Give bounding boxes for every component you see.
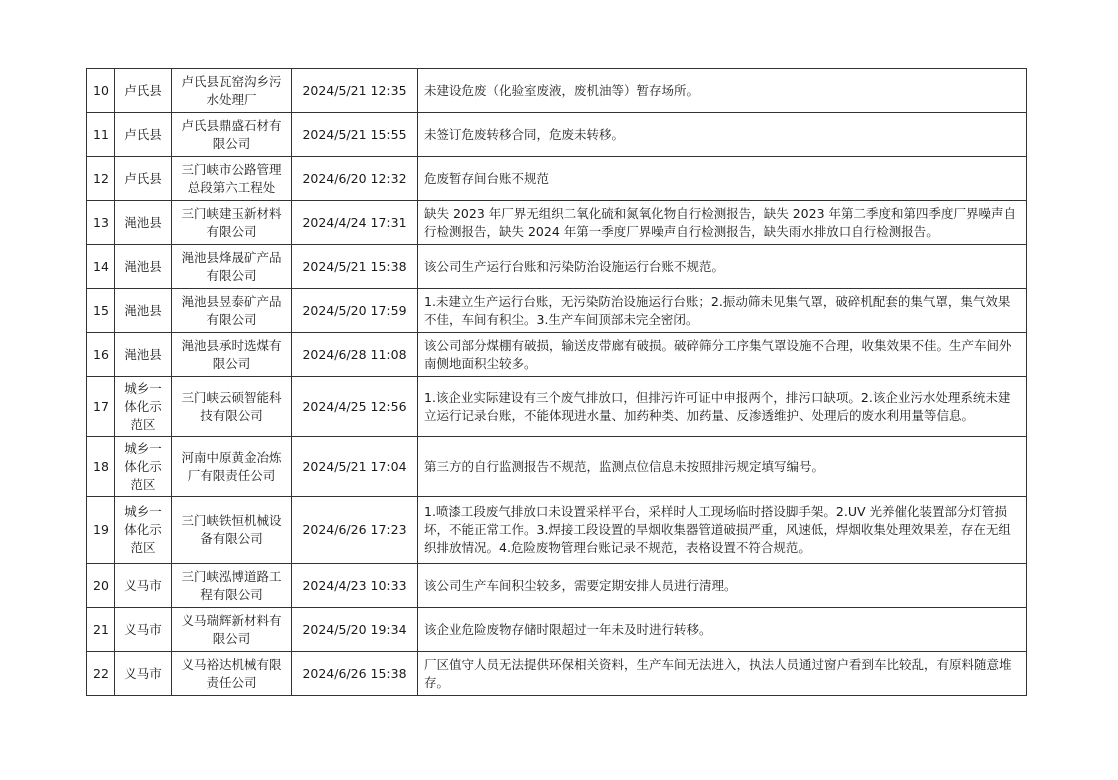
row-number: 15 (87, 289, 115, 333)
table-row (87, 157, 1027, 201)
company-cell: 三门峡建玉新材料有限公司 (172, 201, 292, 245)
county-cell: 城乡一体化示范区 (115, 377, 172, 437)
inspection-time-cell: 2024/5/21 17:04 (292, 437, 418, 497)
table-row (87, 377, 1027, 437)
inspection-time-cell: 2024/6/26 15:38 (292, 652, 418, 696)
table-row (87, 69, 1027, 113)
issue-cell: 该企业危险废物存储时限超过一年未及时进行转移。 (418, 608, 1027, 652)
company-cell: 三门峡市公路管理总段第六工程处 (172, 157, 292, 201)
table-row (87, 608, 1027, 652)
inspection-time-cell: 2024/5/21 15:38 (292, 245, 418, 289)
company-cell: 卢氏县瓦窑沟乡污水处理厂 (172, 69, 292, 113)
row-number: 10 (87, 69, 115, 113)
inspection-time-cell: 2024/6/20 12:32 (292, 157, 418, 201)
inspection-time-cell: 2024/6/26 17:23 (292, 497, 418, 564)
issue-cell: 未建设危废（化验室废液，废机油等）暂存场所。 (418, 69, 1027, 113)
table-row (87, 497, 1027, 564)
issue-cell: 危废暂存间台账不规范 (418, 157, 1027, 201)
company-cell: 卢氏县鼎盛石材有限公司 (172, 113, 292, 157)
company-cell: 三门峡泓博道路工程有限公司 (172, 564, 292, 608)
row-number: 11 (87, 113, 115, 157)
row-number: 14 (87, 245, 115, 289)
row-number: 20 (87, 564, 115, 608)
company-cell: 义马裕达机械有限责任公司 (172, 652, 292, 696)
inspection-time-cell: 2024/4/24 17:31 (292, 201, 418, 245)
issue-cell: 1.喷漆工段废气排放口未设置采样平台，采样时人工现场临时搭设脚手架。2.UV 光养催化装置部分灯管损坏，不能正常工作。3.焊接工段设置的旱烟收集器管道破损严重，风速低，焊烟收集处理效果差，存在无组织排放情况。4.危险废物管理台账记录不规范，表格设置不符合规范。 (418, 497, 1027, 564)
inspection-time-cell: 2024/5/21 15:55 (292, 113, 418, 157)
county-cell: 城乡一体化示范区 (115, 437, 172, 497)
issue-cell: 缺失 2023 年厂界无组织二氧化硫和氮氧化物自行检测报告，缺失 2023 年第二季度和第四季度厂界噪声自行检测报告，缺失 2024 年第一季度厂界噪声自行检测报告，缺失雨水排放口自行检测报告。 (418, 201, 1027, 245)
row-number: 16 (87, 333, 115, 377)
table-row (87, 652, 1027, 696)
inspection-time-cell: 2024/4/23 10:33 (292, 564, 418, 608)
company-cell: 义马瑞辉新材料有限公司 (172, 608, 292, 652)
county-cell: 渑池县 (115, 333, 172, 377)
county-cell: 渑池县 (115, 201, 172, 245)
company-cell: 三门峡云硕智能科技有限公司 (172, 377, 292, 437)
inspection-time-cell: 2024/6/28 11:08 (292, 333, 418, 377)
issue-cell: 厂区值守人员无法提供环保相关资料，生产车间无法进入，执法人员通过窗户看到车比较乱，有原料随意堆存。 (418, 652, 1027, 696)
inspection-time-cell: 2024/5/20 17:59 (292, 289, 418, 333)
county-cell: 渑池县 (115, 245, 172, 289)
county-cell: 卢氏县 (115, 113, 172, 157)
inspection-time-cell: 2024/4/25 12:56 (292, 377, 418, 437)
company-cell: 渑池县烽晟矿产品有限公司 (172, 245, 292, 289)
row-number: 21 (87, 608, 115, 652)
company-cell: 河南中原黄金冶炼厂有限责任公司 (172, 437, 292, 497)
issue-cell: 该公司生产车间积尘较多，需要定期安排人员进行清理。 (418, 564, 1027, 608)
issue-cell: 第三方的自行监测报告不规范，监测点位信息未按照排污规定填写编号。 (418, 437, 1027, 497)
table-row (87, 201, 1027, 245)
company-cell: 渑池县昱泰矿产品有限公司 (172, 289, 292, 333)
inspection-table (86, 68, 1027, 696)
table-row (87, 289, 1027, 333)
inspection-time-cell: 2024/5/20 19:34 (292, 608, 418, 652)
issue-cell: 该公司生产运行台账和污染防治设施运行台账不规范。 (418, 245, 1027, 289)
table-row (87, 437, 1027, 497)
issue-cell: 1.该企业实际建设有三个废气排放口，但排污许可证中申报两个，排污口缺项。2.该企业污水处理系统未建立运行记录台账，不能体现进水量、加药种类、加药量、反渗透维护、处理后的废水利用量等信息。 (418, 377, 1027, 437)
issue-cell: 1.未建立生产运行台账，无污染防治设施运行台账；2.振动筛未见集气罩，破碎机配套的集气罩，集气效果不佳，车间有积尘。3.生产车间顶部未完全密闭。 (418, 289, 1027, 333)
row-number: 17 (87, 377, 115, 437)
issue-cell: 该公司部分煤棚有破损，输送皮带廊有破损。破碎筛分工序集气罩设施不合理，收集效果不佳。生产车间外南侧地面积尘较多。 (418, 333, 1027, 377)
county-cell: 义马市 (115, 608, 172, 652)
table-row (87, 564, 1027, 608)
county-cell: 义马市 (115, 652, 172, 696)
row-number: 13 (87, 201, 115, 245)
row-number: 22 (87, 652, 115, 696)
row-number: 12 (87, 157, 115, 201)
inspection-time-cell: 2024/5/21 12:35 (292, 69, 418, 113)
county-cell: 义马市 (115, 564, 172, 608)
table-row (87, 113, 1027, 157)
county-cell: 卢氏县 (115, 69, 172, 113)
county-cell: 渑池县 (115, 289, 172, 333)
company-cell: 渑池县承时选煤有限公司 (172, 333, 292, 377)
county-cell: 城乡一体化示范区 (115, 497, 172, 564)
company-cell: 三门峡铁恒机械设备有限公司 (172, 497, 292, 564)
table-row (87, 333, 1027, 377)
row-number: 19 (87, 497, 115, 564)
row-number: 18 (87, 437, 115, 497)
table-row (87, 245, 1027, 289)
county-cell: 卢氏县 (115, 157, 172, 201)
issue-cell: 未签订危废转移合同，危废未转移。 (418, 113, 1027, 157)
